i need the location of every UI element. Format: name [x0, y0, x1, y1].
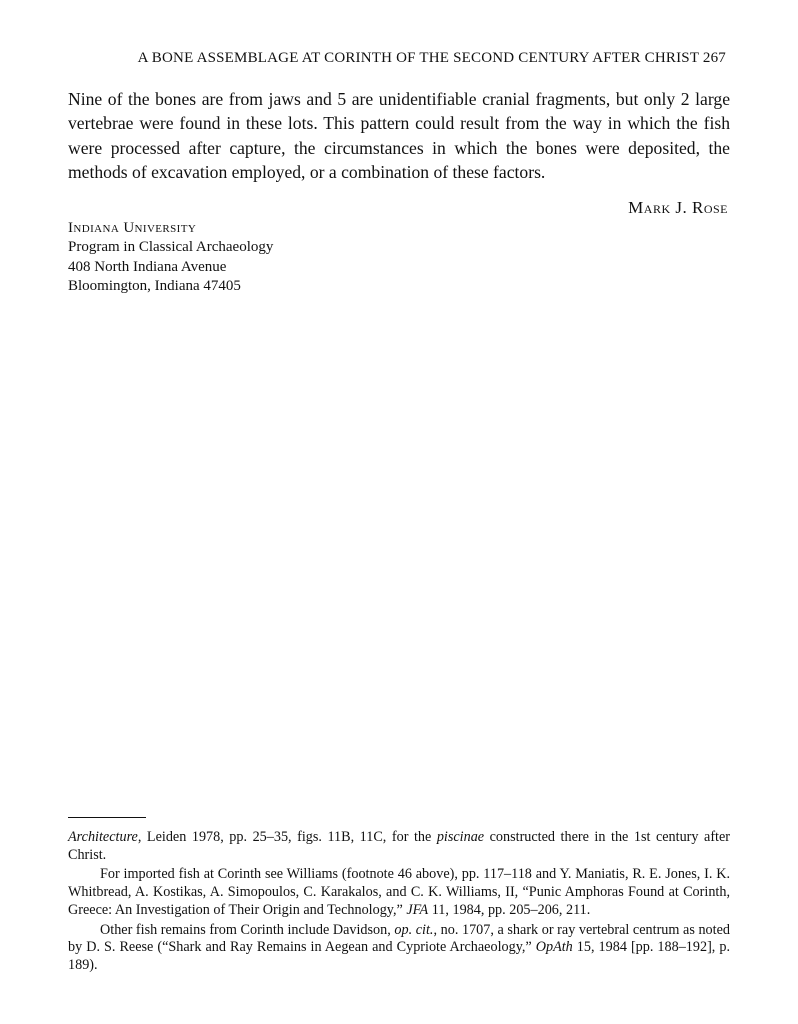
program: Program in Classical Archaeology — [68, 239, 274, 256]
footnote-continuation — [68, 829, 730, 864]
journal-title: OpAth — [535, 939, 573, 956]
journal-title: JFA — [406, 901, 429, 918]
footnote-rule — [68, 817, 146, 818]
footnote-italic: piscinae — [436, 829, 485, 845]
running-head: A BONE ASSEMBLAGE AT CORINTH OF THE SECOND CENTURY AFTER CHRIST 267 — [137, 50, 726, 66]
institution: Indiana University — [68, 220, 197, 236]
footnote-italic: Architecture — [68, 829, 138, 845]
footnote-text: 11, 1984, pp. 205–206, 211. — [428, 901, 591, 918]
footnote-text: constructed there in the 1st century after Christ. — [68, 829, 731, 863]
footnote-text: 15, 1984 [pp. 188–192], p. 189). — [68, 939, 730, 973]
footnote-text: , no. 1707, a shark or ray vertebral centrum as noted by D. S. Reese (“Shark and Ray Remains in Aegean and Cypriote Archaeology,” — [68, 921, 730, 956]
footnote-imported-fish — [68, 866, 730, 919]
footnote-italic: op. cit. — [394, 921, 434, 938]
footnote-text: , Leiden 1978, pp. 25–35, figs. 11B, 11C, for the — [137, 829, 437, 845]
city-address: Bloomington, Indiana 47405 — [68, 277, 241, 294]
author-signature: Mark J. Rose — [628, 198, 728, 217]
footnote-text: For imported fish at Corinth see Williams (footnote 46 above), pp. 117–118 and Y. Maniatis, R. E. Jones, I. K. Whitbread, A. Kostikas, A. Simopoulos, C. Karakalos, and C. K. Williams, II, “Punic Amphoras Found at Corinth, Greece: An Investigation of Their Origin and Technology,” — [68, 866, 730, 918]
footnotes — [68, 829, 730, 975]
street-address: 408 North Indiana Avenue — [68, 258, 227, 275]
footnote-text: Other fish remains from Corinth include Davidson, — [100, 921, 395, 938]
body-paragraph: Nine of the bones are from jaws and 5 are unidentifiable cranial fragments, but only 2 large vertebrae were found in these lots. This pattern could result from the way in which the fish were processed after capture, the circumstances in which the bones were deposited, the methods of excavation employed, or a combination of these factors. — [68, 89, 730, 182]
footnote-other-remains — [68, 922, 730, 975]
author-affiliation — [68, 219, 273, 296]
